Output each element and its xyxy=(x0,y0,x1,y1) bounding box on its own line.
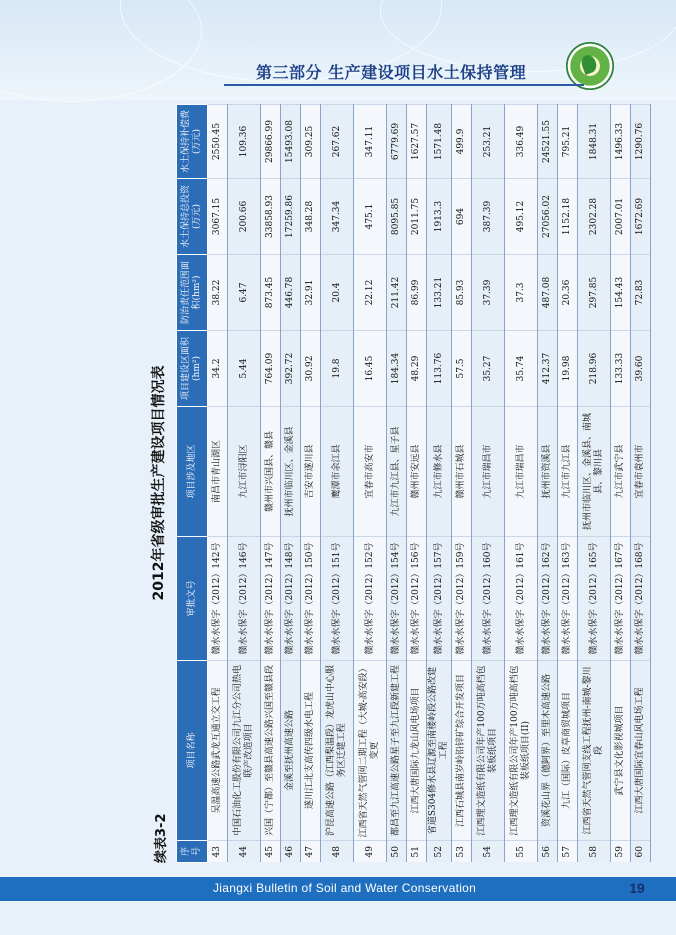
table-cell: 86.99 xyxy=(407,255,427,331)
table-cell: 45 xyxy=(261,841,281,863)
table-cell: 37.39 xyxy=(472,255,505,331)
table-cell: 1571.48 xyxy=(427,105,452,179)
table-cell: 57 xyxy=(558,841,578,863)
section-title: 第三部分 生产建设项目水土保持管理 xyxy=(256,63,527,82)
table-cell: 218.96 xyxy=(578,331,611,407)
table-cell: 694 xyxy=(452,179,472,255)
table-cell: 九江市九江县、星子县 xyxy=(387,407,407,537)
table-cell: 江西省天然气管网二期工程（大城-高安段）变更 xyxy=(354,661,387,841)
table-cell: 3067.15 xyxy=(208,179,228,255)
table-cell: 495.12 xyxy=(505,179,538,255)
table-cell: 37.3 xyxy=(505,255,538,331)
table-cell: 1627.57 xyxy=(407,105,427,179)
table-cell: 53 xyxy=(452,841,472,863)
table-row xyxy=(321,105,354,863)
table-cell: 499.9 xyxy=(452,105,472,179)
table-cell: 赣州市石城县 xyxy=(452,407,472,537)
table-cell: 33858.93 xyxy=(261,179,281,255)
table-cell: 487.08 xyxy=(538,255,558,331)
table-cell: 60 xyxy=(631,841,651,863)
table-row xyxy=(281,105,301,863)
table-cell: 57.5 xyxy=(452,331,472,407)
table-cell: 34.2 xyxy=(208,331,228,407)
table-cell: 1290.76 xyxy=(631,105,651,179)
header-rule xyxy=(224,84,584,86)
table-cell: 154.43 xyxy=(611,255,631,331)
table-row xyxy=(611,105,631,863)
table-cell: 49 xyxy=(354,841,387,863)
table-row xyxy=(208,105,228,863)
table-row xyxy=(472,105,505,863)
header-cell: 项目涉及地区 xyxy=(177,407,208,537)
table-row xyxy=(228,105,261,863)
header-cell: 序号 xyxy=(177,841,208,863)
table-cell: 九江市九江县 xyxy=(558,407,578,537)
table-cell: 江西石城县南岁岭铅锌矿综合开发项目 xyxy=(452,661,472,841)
table-cell: 赣水水保字（2012）159号 xyxy=(452,537,472,661)
table-cell: 51 xyxy=(407,841,427,863)
table-cell: 抚州市资溪县 xyxy=(538,407,558,537)
header-cell: 审批文号 xyxy=(177,537,208,661)
table-cell: 109.36 xyxy=(228,105,261,179)
table-cell: 475.1 xyxy=(354,179,387,255)
table-cell: 44 xyxy=(228,841,261,863)
table-cell: 九江市瑞昌市 xyxy=(505,407,538,537)
table-cell: 412.37 xyxy=(538,331,558,407)
table-cell: 184.34 xyxy=(387,331,407,407)
table-cell: 抚州市临川区、金溪县、南城县、黎川县 xyxy=(578,407,611,537)
table-cell: 5.44 xyxy=(228,331,261,407)
table-cell: 遂川江北支高传四级水电工程 xyxy=(301,661,321,841)
header-cell: 项目建设区面积(hm²) xyxy=(177,331,208,407)
table-cell: 29866.99 xyxy=(261,105,281,179)
table-cell: 江西省天然气管网支线工程抚州-南城-黎川段 xyxy=(578,661,611,841)
rotated-table-page xyxy=(144,103,664,863)
table-caption: 续表3-2 xyxy=(154,813,169,863)
table-cell: 宜春市高安市 xyxy=(354,407,387,537)
table-cell: 56 xyxy=(538,841,558,863)
table-body xyxy=(208,105,651,863)
table-row xyxy=(387,105,407,863)
table-row xyxy=(301,105,321,863)
table-cell: 52 xyxy=(427,841,452,863)
table-cell: 55 xyxy=(505,841,538,863)
table-header-row xyxy=(177,105,208,863)
table-cell: 6779.69 xyxy=(387,105,407,179)
table-cell: 309.25 xyxy=(301,105,321,179)
table-cell: 211.42 xyxy=(387,255,407,331)
table-cell: 赣水水保字（2012）157号 xyxy=(427,537,452,661)
table-cell: 58 xyxy=(578,841,611,863)
table-cell: 85.93 xyxy=(452,255,472,331)
table-cell: 2011.75 xyxy=(407,179,427,255)
header-cell: 水土保持总投资(万元) xyxy=(177,179,208,255)
table-cell: 赣水水保字（2012）147号 xyxy=(261,537,281,661)
table-cell: 54 xyxy=(472,841,505,863)
table-row xyxy=(505,105,538,863)
table-cell: 24521.55 xyxy=(538,105,558,179)
table-cell: 都昌至九江高速公路星子至九江段新建工程 xyxy=(387,661,407,841)
footer-bulletin-title: Jiangxi Bulletin of Soil and Water Conservation xyxy=(213,881,477,895)
table-row xyxy=(452,105,472,863)
table-cell: 南昌市青山湖区 xyxy=(208,407,228,537)
table-cell: 27056.02 xyxy=(538,179,558,255)
table-cell: 336.49 xyxy=(505,105,538,179)
table-cell: 50 xyxy=(387,841,407,863)
header-cell: 项目名称 xyxy=(177,661,208,841)
table-cell: 九江市修水县 xyxy=(427,407,452,537)
table-row xyxy=(538,105,558,863)
table-cell: 九江（国际）皮草商贸城项目 xyxy=(558,661,578,841)
table-cell: 764.09 xyxy=(261,331,281,407)
table-cell: 2302.28 xyxy=(578,179,611,255)
table-cell: 200.66 xyxy=(228,179,261,255)
table-cell: 武宁县文化影视城项目 xyxy=(611,661,631,841)
table-cell: 48.29 xyxy=(407,331,427,407)
table-cell: 赣水水保字（2012）146号 xyxy=(228,537,261,661)
table-cell: 江西理文造纸有限公司年产100万吨高档包装板纸项目 xyxy=(472,661,505,841)
table-cell: 赣水水保字（2012）165号 xyxy=(578,537,611,661)
table-cell: 赣水水保字（2012）161号 xyxy=(505,537,538,661)
table-cell: 348.28 xyxy=(301,179,321,255)
table-cell: 省道S304修水县辽源至南楼岭段公路改建工程 xyxy=(427,661,452,841)
table-cell: 30.92 xyxy=(301,331,321,407)
table-cell: 8095.85 xyxy=(387,179,407,255)
table-cell: 46 xyxy=(281,841,301,863)
table-cell: 吉安市遂川县 xyxy=(301,407,321,537)
table-cell: 267.62 xyxy=(321,105,354,179)
table-cell: 43 xyxy=(208,841,228,863)
table-cell: 47 xyxy=(301,841,321,863)
table-cell: 16.45 xyxy=(354,331,387,407)
table-cell: 赣水水保字（2012）150号 xyxy=(301,537,321,661)
table-cell: 38.22 xyxy=(208,255,228,331)
table-cell: 253.21 xyxy=(472,105,505,179)
table-cell: 59 xyxy=(611,841,631,863)
table-cell: 金溪至抚州高速公路 xyxy=(281,661,301,841)
table-container xyxy=(176,105,651,863)
table-row xyxy=(427,105,452,863)
page-number: 19 xyxy=(629,880,645,896)
table-cell: 鹰潭市余江县 xyxy=(321,407,354,537)
table-cell: 1496.33 xyxy=(611,105,631,179)
table-cell: 22.12 xyxy=(354,255,387,331)
table-cell: 赣水水保字（2012）163号 xyxy=(558,537,578,661)
table-cell: 32.91 xyxy=(301,255,321,331)
table-cell: 48 xyxy=(321,841,354,863)
table-cell: 江西大唐国际宜春山风电场工程 xyxy=(631,661,651,841)
table-cell: 6.47 xyxy=(228,255,261,331)
table-cell: 赣水水保字（2012）156号 xyxy=(407,537,427,661)
table-cell: 35.27 xyxy=(472,331,505,407)
table-cell: 20.36 xyxy=(558,255,578,331)
table-cell: 赣水水保字（2012）167号 xyxy=(611,537,631,661)
table-cell: 347.34 xyxy=(321,179,354,255)
table-cell: 资溪花山界（德阿界）至里木高速公路 xyxy=(538,661,558,841)
table-cell: 2007.01 xyxy=(611,179,631,255)
table-cell: 113.76 xyxy=(427,331,452,407)
table-cell: 赣水水保字（2012）152号 xyxy=(354,537,387,661)
table-cell: 15493.08 xyxy=(281,105,301,179)
table-cell: 72.83 xyxy=(631,255,651,331)
header-cell: 防治责任范围面积(hm²) xyxy=(177,255,208,331)
projects-table xyxy=(176,104,651,863)
table-cell: 九江市浔阳区 xyxy=(228,407,261,537)
table-cell: 赣水水保字（2012）162号 xyxy=(538,537,558,661)
table-row xyxy=(631,105,651,863)
table-cell: 133.21 xyxy=(427,255,452,331)
table-cell: 446.78 xyxy=(281,255,301,331)
table-row xyxy=(407,105,427,863)
table-cell: 19.98 xyxy=(558,331,578,407)
table-cell: 江西理文造纸有限公司年产100万吨高档包装板纸项目(II) xyxy=(505,661,538,841)
table-cell: 297.85 xyxy=(578,255,611,331)
table-cell: 赣州市安远县 xyxy=(407,407,427,537)
table-cell: 赣水水保字（2012）142号 xyxy=(208,537,228,661)
table-cell: 中国石油化工股份有限公司九江分公司热电联产改造项目 xyxy=(228,661,261,841)
table-cell: 九江市武宁县 xyxy=(611,407,631,537)
table-cell: 沪昆高速公路（江西梨温段）龙虎山中心服务区迁建工程 xyxy=(321,661,354,841)
table-cell: 赣水水保字（2012）148号 xyxy=(281,537,301,661)
table-cell: 1672.69 xyxy=(631,179,651,255)
table-cell: 1913.3 xyxy=(427,179,452,255)
table-cell: 1152.18 xyxy=(558,179,578,255)
header-cell: 水土保持补偿费(万元) xyxy=(177,105,208,179)
table-row xyxy=(261,105,281,863)
table-cell: 17259.86 xyxy=(281,179,301,255)
table-cell: 2550.45 xyxy=(208,105,228,179)
table-cell: 赣水水保字（2012）168号 xyxy=(631,537,651,661)
table-cell: 795.21 xyxy=(558,105,578,179)
table-row xyxy=(578,105,611,863)
table-cell: 39.60 xyxy=(631,331,651,407)
table-cell: 宜春市袁州市 xyxy=(631,407,651,537)
table-cell: 江西大唐国际九龙山风电场项目 xyxy=(407,661,427,841)
table-cell: 387.39 xyxy=(472,179,505,255)
table-cell: 赣水水保字（2012）154号 xyxy=(387,537,407,661)
table-title: 2012年省级审批生产建设项目情况表 xyxy=(151,365,167,601)
table-cell: 赣水水保字（2012）160号 xyxy=(472,537,505,661)
table-cell: 19.8 xyxy=(321,331,354,407)
table-cell: 347.11 xyxy=(354,105,387,179)
table-cell: 133.33 xyxy=(611,331,631,407)
table-row xyxy=(354,105,387,863)
table-cell: 20.4 xyxy=(321,255,354,331)
table-cell: 九江市瑞昌市 xyxy=(472,407,505,537)
table-cell: 873.45 xyxy=(261,255,281,331)
table-cell: 392.72 xyxy=(281,331,301,407)
table-row xyxy=(558,105,578,863)
table-cell: 赣州市兴国县、赣县 xyxy=(261,407,281,537)
table-cell: 抚州市临川区、金溪县 xyxy=(281,407,301,537)
table-cell: 兴国（宁都）至赣县高速公路兴国至赣县段 xyxy=(261,661,281,841)
table-cell: 吴温高速公路武龙互通立交工程 xyxy=(208,661,228,841)
table-cell: 赣水水保字（2012）151号 xyxy=(321,537,354,661)
table-cell: 35.74 xyxy=(505,331,538,407)
table-cell: 1848.31 xyxy=(578,105,611,179)
